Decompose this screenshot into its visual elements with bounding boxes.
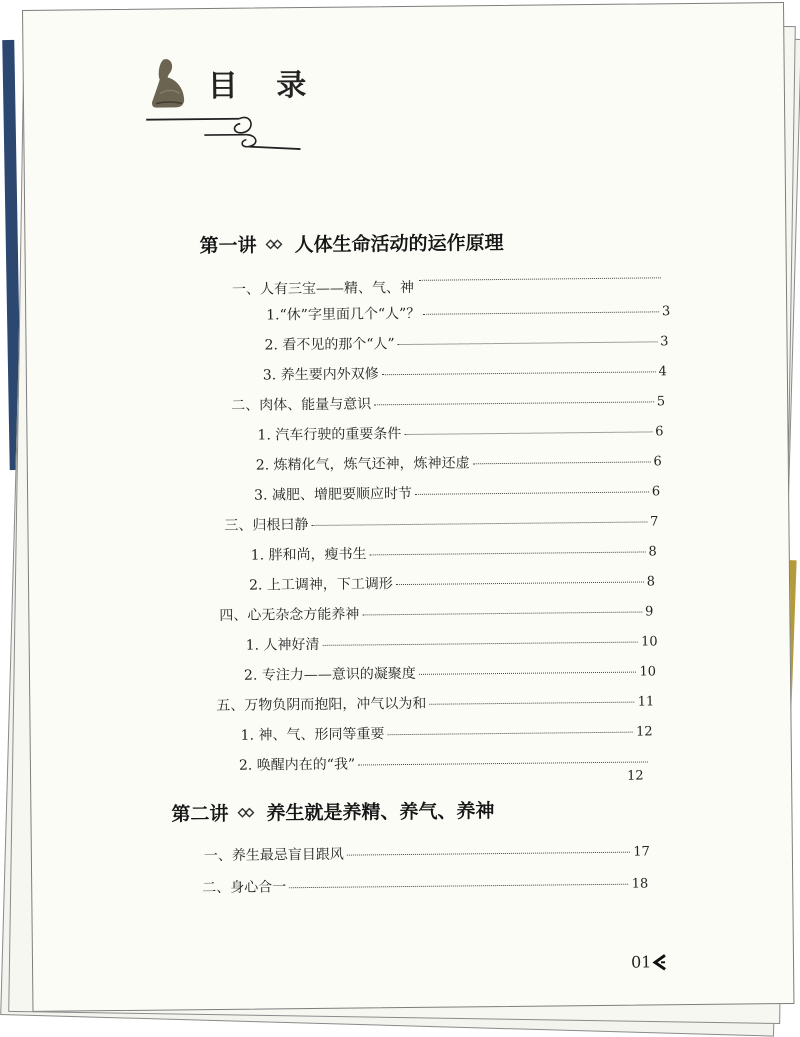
toc-entry[interactable] <box>232 277 432 299</box>
toc-entry[interactable] <box>249 570 655 594</box>
entry-label: 2. 看不见的那个“人” <box>264 336 395 354</box>
toc-entry[interactable] <box>224 510 658 535</box>
toc-entry[interactable] <box>239 750 651 774</box>
toc-entry[interactable] <box>263 360 667 384</box>
entry-page: 11 <box>637 694 655 710</box>
entry-page: 18 <box>631 876 649 892</box>
toc-entry-page <box>627 768 653 788</box>
entry-page: 6 <box>653 454 662 470</box>
toc-entry[interactable] <box>251 540 657 564</box>
entry-page: 3 <box>661 304 671 320</box>
toc-entry[interactable] <box>216 690 654 715</box>
dot-leader <box>429 702 634 705</box>
dot-leader <box>362 612 642 616</box>
dot-leader <box>347 852 630 856</box>
entry-page: 8 <box>646 574 656 590</box>
dot-leader <box>419 277 661 281</box>
entry-label: 2. 专注力——意识的凝聚度 <box>243 665 416 684</box>
entry-label: 1. 汽车行驶的重要条件 <box>257 426 402 444</box>
toc-entry[interactable] <box>257 420 663 444</box>
chapter-number: 第二讲 <box>171 802 229 826</box>
entry-label: 1. 人神好清 <box>245 636 320 654</box>
entry-page: 9 <box>644 604 654 620</box>
entry-page: 10 <box>639 664 657 680</box>
entry-page: 10 <box>641 634 658 650</box>
entry-label: 1. 神、气、形同等重要 <box>240 726 385 744</box>
toc-entry[interactable] <box>266 300 670 324</box>
entry-page: 4 <box>658 364 667 380</box>
dot-leader <box>322 642 638 646</box>
toc-entry-leader <box>416 280 664 303</box>
entry-page: 8 <box>648 544 657 560</box>
entry-label: 二、身心合一 <box>202 879 287 897</box>
entry-label: 一、养生最忌盲目跟风 <box>203 846 344 865</box>
entry-label: 2. 上工调神，下工调形 <box>248 576 393 594</box>
toc-entry[interactable] <box>244 660 656 684</box>
chapter-number: 第一讲 <box>199 234 257 258</box>
entry-label: 3. 养生要内外双修 <box>262 366 379 384</box>
dot-leader <box>387 732 633 736</box>
toc-entry[interactable] <box>256 450 662 474</box>
toc-entry[interactable] <box>246 630 658 654</box>
dot-leader <box>423 311 659 314</box>
toc-entry[interactable] <box>204 840 650 865</box>
toc-entry[interactable] <box>264 330 668 354</box>
entry-page: 7 <box>650 514 659 530</box>
dot-leader <box>398 341 658 345</box>
entry-label: 1. 胖和尚，瘦书生 <box>250 546 367 564</box>
dot-leader <box>404 431 652 435</box>
toc-entry[interactable] <box>241 720 653 744</box>
dot-leader <box>419 672 637 675</box>
dot-leader <box>382 371 656 375</box>
entry-page: 3 <box>660 334 669 350</box>
seated-figure-icon <box>150 57 189 109</box>
entry-label: 三、归根曰静 <box>224 517 309 534</box>
entry-label: 五、万物负阴而抱阳，冲气以为和 <box>216 695 427 714</box>
diamond-ornament-icon <box>264 237 284 251</box>
dot-leader <box>374 401 654 405</box>
entry-label: 2. 炼精化气，炼气还神，炼神还虚 <box>255 455 470 474</box>
entry-page: 12 <box>626 768 644 784</box>
entry-page: 17 <box>633 844 650 860</box>
dot-leader <box>415 491 649 494</box>
toc-page <box>22 2 794 1012</box>
toc-entry[interactable] <box>202 872 648 897</box>
page-number: 01 <box>630 952 652 972</box>
entry-label: 二、肉体、能量与意识 <box>231 396 372 414</box>
dot-leader <box>289 884 628 889</box>
diamond-ornament-icon <box>236 805 256 819</box>
entry-label: 3. 减肥、增肥要顺应时节 <box>254 485 413 504</box>
dot-leader <box>311 521 647 526</box>
chapter-heading[interactable] <box>171 796 494 826</box>
dot-leader <box>473 461 651 464</box>
toc-entry[interactable] <box>254 480 660 504</box>
entry-page: 12 <box>635 724 653 740</box>
toc-entry[interactable] <box>231 390 665 415</box>
chapter-title: 人体生命活动的运作原理 <box>294 231 504 257</box>
scroll-ornament <box>144 104 305 156</box>
entry-page: 6 <box>655 424 664 440</box>
entry-page: 5 <box>656 394 666 410</box>
dot-leader <box>358 761 648 765</box>
entry-label: 一、人有三宝——精、气、神 <box>231 279 415 298</box>
entry-label: 2. 唤醒内在的“我” <box>238 756 356 774</box>
chapter-heading[interactable] <box>199 228 503 258</box>
entry-label: 1.“休”字里面几个“人”？ <box>266 305 421 324</box>
page-title: 目 录 <box>207 67 321 105</box>
arrow-left-icon <box>651 953 669 971</box>
entry-label: 四、心无杂念方能养神 <box>219 606 360 624</box>
chapter-title: 养生就是养精、养气、养神 <box>266 800 495 825</box>
toc-entry[interactable] <box>219 600 653 625</box>
dot-leader <box>396 582 644 586</box>
dot-leader <box>370 551 646 555</box>
entry-page: 6 <box>651 484 661 500</box>
